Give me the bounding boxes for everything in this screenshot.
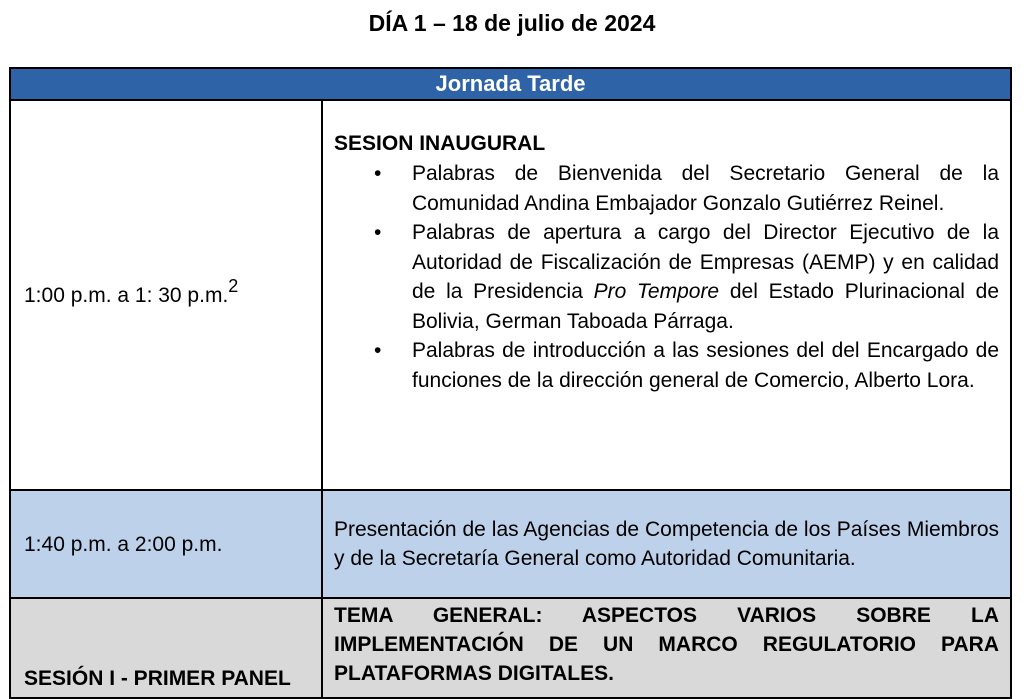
- table-header-row: [10, 68, 1011, 100]
- bullet-text-part: Palabras de apertura a cargo del Director Ejecutivo de la Autoridad de Fiscalización de Empresas (AEMP) y en calidad de la Presidencia: [412, 221, 1000, 303]
- list-item: [374, 159, 999, 218]
- table-row-presentation: [10, 490, 1011, 598]
- description-cell: [322, 100, 1011, 490]
- document-title: DÍA 1 – 18 de julio de 2024: [368, 10, 656, 36]
- schedule-table: [9, 67, 1012, 699]
- bullet-icon: •: [374, 221, 382, 244]
- description-cell: Presentación de las Agencias de Competencia de los Países Miembros y de la Secretaría General como Autoridad Comunitaria.: [322, 490, 1011, 598]
- bullet-icon: •: [374, 339, 382, 362]
- bullet-list: [334, 159, 999, 395]
- bullet-text: Palabras de introducción a las sesiones del del Encargado de funciones de la dirección general de Comercio, Alberto Lora.: [412, 339, 1000, 392]
- bullet-text-italic: Pro Tempore: [593, 280, 720, 303]
- time-range: 1:00 p.m. a 1: 30 p.m.: [24, 283, 229, 307]
- list-item: [374, 336, 999, 395]
- session-label-cell: SESIÓN I - PRIMER PANEL: [10, 598, 322, 698]
- table-header-jornada: Jornada Tarde: [10, 68, 1011, 100]
- session-title: SESION INAUGURAL: [334, 132, 546, 155]
- bullet-icon: •: [374, 162, 382, 185]
- bullet-text-part: del Estado Plurinacional de Bolivia, German Taboada Párraga.: [412, 280, 1000, 333]
- table-row-session-inaugural: [10, 100, 1011, 490]
- table-row-session-one: [10, 598, 1011, 698]
- list-item: [374, 218, 999, 336]
- theme-cell: TEMA GENERAL: ASPECTOS VARIOS SOBRE LA IMPLEMENTACIÓN DE UN MARCO REGULATORIO PARA PLATAFORMAS DIGITALES.: [322, 598, 1011, 698]
- bullet-text: Palabras de Bienvenida del Secretario General de la Comunidad Andina Embajador Gonzalo Gutiérrez Reinel.: [412, 162, 1000, 215]
- footnote-marker: 2: [228, 275, 239, 296]
- time-cell: [10, 100, 322, 490]
- time-cell: 1:40 p.m. a 2:00 p.m.: [10, 490, 322, 598]
